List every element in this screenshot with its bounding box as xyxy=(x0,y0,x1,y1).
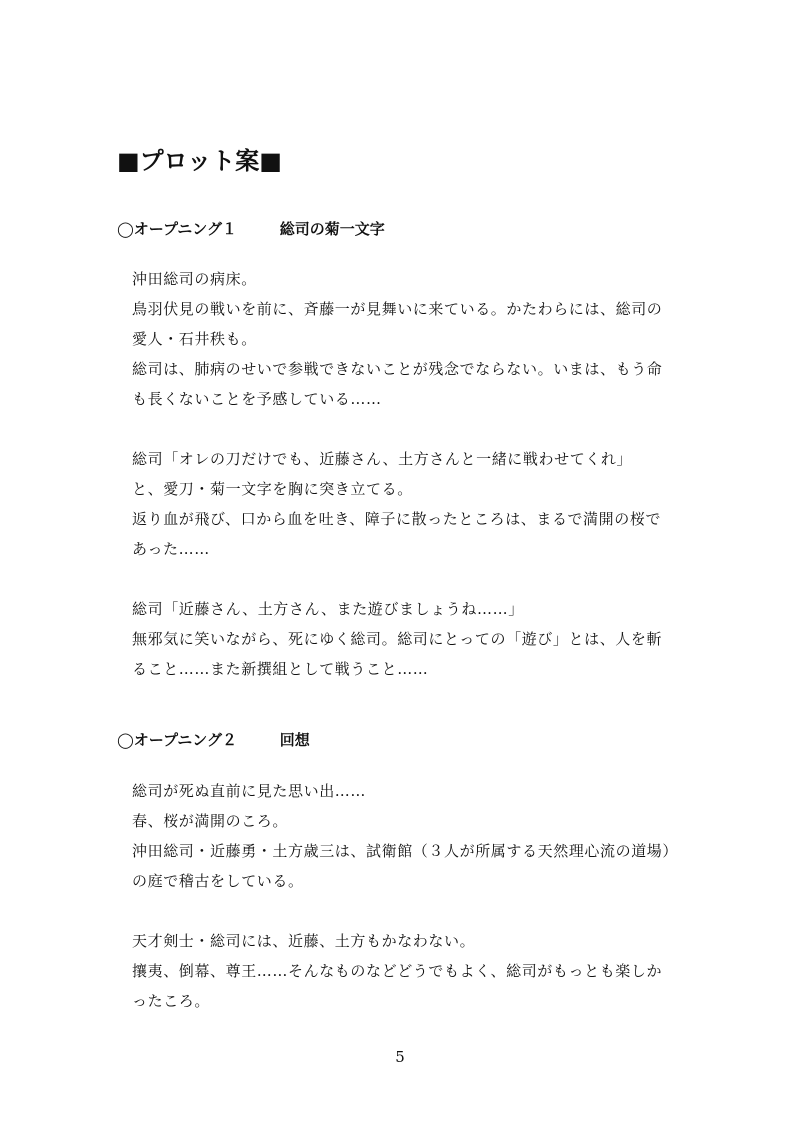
body-line: 総司は、肺病のせいで参戦できないことが残念でならない。いまは、もう命 xyxy=(132,360,663,378)
body-line: 総司「オレの刀だけでも、近藤さん、土方さんと一緒に戦わせてくれ」 xyxy=(132,450,633,468)
section-heading-opening-2 xyxy=(117,729,310,751)
body-line: ったころ。 xyxy=(132,992,211,1010)
page-title: ■プロット案■ xyxy=(117,147,282,175)
body-line: ること……また新撰組として戦うこと…… xyxy=(132,660,429,678)
section-heading-opening-1 xyxy=(117,218,385,240)
body-line: 無邪気に笑いながら、死にゆく総司。総司にとっての「遊び」とは、人を斬 xyxy=(132,630,663,648)
body-line: 春、桜が満開のころ。 xyxy=(132,812,289,830)
section-body-opening-1 xyxy=(132,264,692,684)
blank-line xyxy=(132,896,692,926)
body-line: 愛人・石井秩も。 xyxy=(132,330,257,348)
body-line: あった…… xyxy=(132,540,210,558)
body-line: 攘夷、倒幕、尊王……そんなものなどどうでもよく、総司がもっとも楽しか xyxy=(132,962,663,980)
body-line: の庭で稽古をしている。 xyxy=(132,872,304,890)
body-line: 総司「近藤さん、土方さん、また遊びましょうね……」 xyxy=(132,600,524,618)
body-line: と、愛刀・菊一文字を胸に突き立てる。 xyxy=(132,480,413,498)
section-body-opening-2 xyxy=(132,776,692,1016)
body-line: 沖田総司・近藤勇・土方歳三は、試衛館（３人が所属する天然理心流の道場） xyxy=(132,842,679,860)
section-heading-prefix: ◯オープニング２ xyxy=(117,731,237,749)
body-line: も長くないことを予感している…… xyxy=(132,390,382,408)
section-heading-title: 回想 xyxy=(279,731,310,749)
section-heading-title: 総司の菊一文字 xyxy=(279,220,385,238)
body-line: 沖田総司の病床。 xyxy=(132,270,257,288)
body-line: 総司が死ぬ直前に見た思い出…… xyxy=(132,782,367,800)
blank-line xyxy=(132,564,692,594)
blank-line xyxy=(132,414,692,444)
body-line: 返り血が飛び、口から血を吐き、障子に散ったところは、まるで満開の桜で xyxy=(132,510,662,528)
body-line: 鳥羽伏見の戦いを前に、斉藤一が見舞いに来ている。かたわらには、総司の xyxy=(132,300,663,318)
body-line: 天才剣士・総司には、近藤、土方もかなわない。 xyxy=(132,932,476,950)
page-number: 5 xyxy=(395,1048,405,1066)
section-heading-prefix: ◯オープニング１ xyxy=(117,220,237,238)
